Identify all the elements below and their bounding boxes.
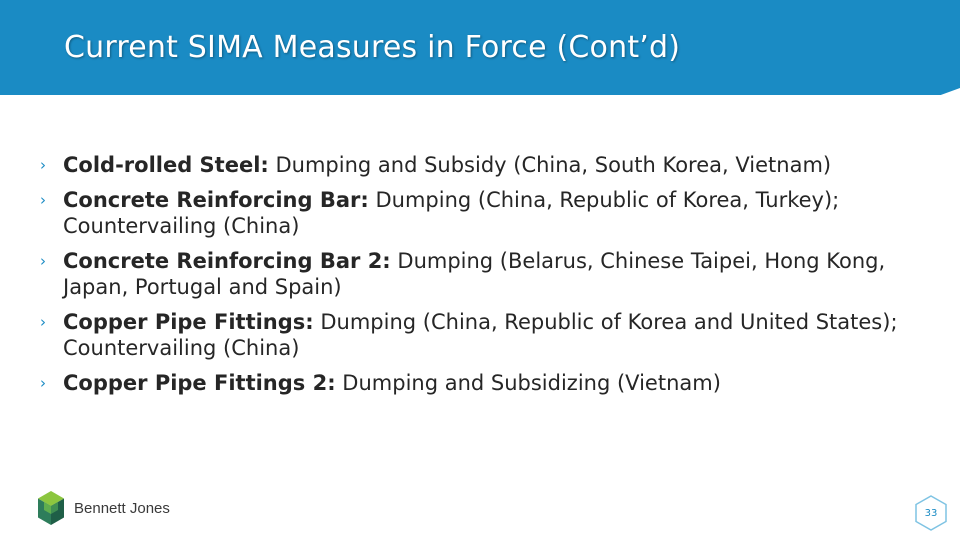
list-item [40,248,920,300]
company-logo [36,490,170,526]
logo-text: Bennett Jones [74,499,170,517]
bullet-text: Dumping and Subsidizing (Vietnam) [335,371,721,395]
bullet-term: Concrete Reinforcing Bar: [63,188,369,212]
bullet-text: Dumping (Belarus, Chinese Taipei, Hong Kong, Japan, Portugal and Spain) [63,249,886,299]
chevron-right-icon: › [40,252,46,270]
bullet-term: Copper Pipe Fittings: [63,310,314,334]
bullet-text: Dumping (China, Republic of Korea, Turkey); Countervailing (China) [63,188,840,238]
chevron-right-icon: › [40,313,46,331]
list-item [40,152,920,178]
header-corner-cut [938,88,960,96]
list-item [40,187,920,239]
bullet-list [40,152,920,405]
bennett-jones-cube-logo-icon [36,490,66,526]
slide-title: Current SIMA Measures in Force (Cont’d) [64,30,681,65]
chevron-right-icon: › [40,156,46,174]
bullet-term: Cold-rolled Steel: [63,153,269,177]
bullet-text: Dumping (China, Republic of Korea and United States); Countervailing (China) [63,310,898,360]
title-bar [0,0,960,95]
chevron-right-icon: › [40,374,46,392]
bullet-term: Concrete Reinforcing Bar 2: [63,249,391,273]
page-number: 33 [924,507,938,519]
bullet-text: Dumping and Subsidy (China, South Korea, Vietnam) [268,153,832,177]
list-item [40,370,920,396]
bullet-term: Copper Pipe Fittings 2: [63,371,336,395]
list-item [40,309,920,361]
chevron-right-icon: › [40,191,46,209]
